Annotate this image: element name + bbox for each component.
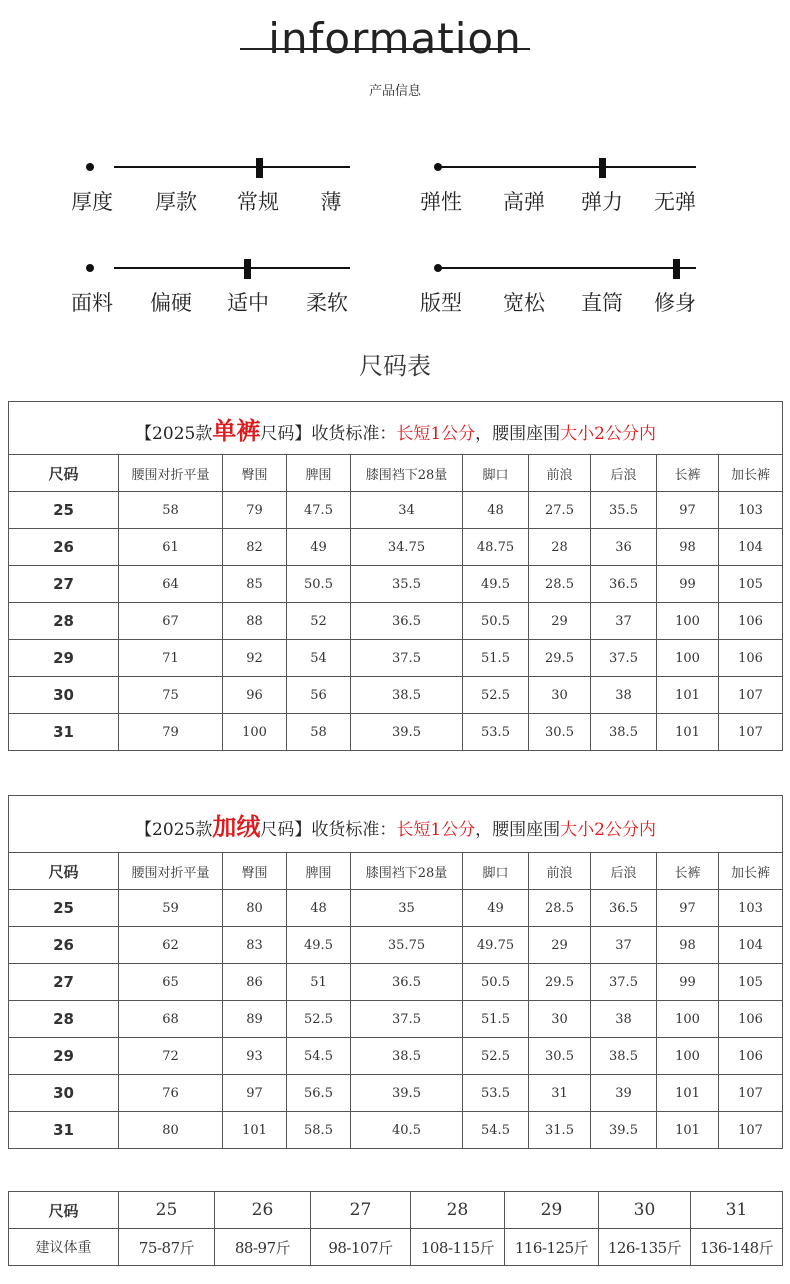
weight-table-weight: 136-148斤 xyxy=(691,1229,783,1266)
table-cell: 35.5 xyxy=(591,492,657,529)
column-header: 脾围 xyxy=(287,853,351,890)
table-cell: 98 xyxy=(657,529,719,566)
scale-fit xyxy=(420,259,696,319)
table-cell: 107 xyxy=(719,714,783,751)
caption-waist: ，腰围座围 xyxy=(475,423,561,444)
table-cell: 49.75 xyxy=(463,927,529,964)
table-cell: 37.5 xyxy=(591,640,657,677)
table-cell: 105 xyxy=(719,566,783,603)
table-cell: 36.5 xyxy=(591,890,657,927)
size-cell: 31 xyxy=(9,714,119,751)
size-cell: 25 xyxy=(9,890,119,927)
table-cell: 30 xyxy=(529,1001,591,1038)
table-cell: 100 xyxy=(223,714,287,751)
caption-type: 加绒 xyxy=(212,811,261,841)
caption-range-tolerance: 大小2公分内 xyxy=(560,423,656,444)
column-header: 尺码 xyxy=(9,455,119,492)
table-row xyxy=(9,640,783,677)
table-cell: 72 xyxy=(119,1038,223,1075)
table-cell: 76 xyxy=(119,1075,223,1112)
table-cell: 104 xyxy=(719,529,783,566)
scale-elasticity xyxy=(420,158,696,218)
table-cell: 92 xyxy=(223,640,287,677)
column-header: 臀围 xyxy=(223,455,287,492)
column-header: 尺码 xyxy=(9,853,119,890)
table-cell: 51.5 xyxy=(463,1001,529,1038)
table-cell: 88 xyxy=(223,603,287,640)
weight-table-size: 31 xyxy=(691,1192,783,1229)
scale-dot xyxy=(86,264,94,272)
table-row xyxy=(9,677,783,714)
column-header: 前浪 xyxy=(529,455,591,492)
column-header: 脚口 xyxy=(463,455,529,492)
table-cell: 62 xyxy=(119,927,223,964)
table-cell: 85 xyxy=(223,566,287,603)
table-cell: 27.5 xyxy=(529,492,591,529)
table-cell: 35.5 xyxy=(351,566,463,603)
size-cell: 30 xyxy=(9,1075,119,1112)
table-cell: 106 xyxy=(719,603,783,640)
table-cell: 31.5 xyxy=(529,1112,591,1149)
column-header: 腰围对折平量 xyxy=(119,853,223,890)
scale-line xyxy=(438,166,696,168)
table-cell: 53.5 xyxy=(463,714,529,751)
column-header: 加长裤 xyxy=(719,853,783,890)
column-header: 长裤 xyxy=(657,455,719,492)
table-cell: 106 xyxy=(719,1038,783,1075)
scale-option: 无弹 xyxy=(654,190,696,214)
page-title: information xyxy=(268,14,522,63)
table-cell: 38.5 xyxy=(351,1038,463,1075)
table-cell: 59 xyxy=(119,890,223,927)
weight-table-weight: 75-87斤 xyxy=(119,1229,215,1266)
table-cell: 39.5 xyxy=(351,1075,463,1112)
scale-label: 厚度 xyxy=(71,190,113,214)
table-cell: 67 xyxy=(119,603,223,640)
section-title: 尺码表 xyxy=(359,352,431,380)
weight-table-size: 29 xyxy=(505,1192,599,1229)
table-cell: 61 xyxy=(119,529,223,566)
table-cell: 98 xyxy=(657,927,719,964)
table-cell: 36.5 xyxy=(351,964,463,1001)
scale-dot xyxy=(86,163,94,171)
table-cell: 52.5 xyxy=(463,677,529,714)
table-cell: 37 xyxy=(591,603,657,640)
table-cell: 100 xyxy=(657,1038,719,1075)
table-cell: 38 xyxy=(591,677,657,714)
table-header-row xyxy=(9,455,783,492)
table-cell: 38.5 xyxy=(591,1038,657,1075)
table-cell: 100 xyxy=(657,603,719,640)
scale-line xyxy=(114,166,350,168)
table-cell: 86 xyxy=(223,964,287,1001)
table-cell: 100 xyxy=(657,1001,719,1038)
weight-table-size: 25 xyxy=(119,1192,215,1229)
weight-table-size: 26 xyxy=(215,1192,311,1229)
table-cell: 49 xyxy=(287,529,351,566)
table-cell: 47.5 xyxy=(287,492,351,529)
table-row xyxy=(9,1038,783,1075)
table-row xyxy=(9,927,783,964)
scale-marker xyxy=(599,158,606,178)
scale-option: 偏硬 xyxy=(150,291,192,315)
scale-option-selected: 弹力 xyxy=(581,190,623,214)
table-cell: 29 xyxy=(529,927,591,964)
scale-label: 弹性 xyxy=(420,190,462,214)
table-cell: 29.5 xyxy=(529,640,591,677)
table-cell: 97 xyxy=(657,890,719,927)
table-cell: 37.5 xyxy=(591,964,657,1001)
weight-table-weight: 108-115斤 xyxy=(411,1229,505,1266)
table-cell: 58 xyxy=(287,714,351,751)
table-cell: 107 xyxy=(719,1075,783,1112)
table-cell: 39.5 xyxy=(591,1112,657,1149)
table-cell: 58 xyxy=(119,492,223,529)
table-cell: 101 xyxy=(657,1075,719,1112)
table-cell: 38.5 xyxy=(591,714,657,751)
table-caption xyxy=(9,796,783,853)
table-cell: 56.5 xyxy=(287,1075,351,1112)
table-header-row xyxy=(9,853,783,890)
table-cell: 68 xyxy=(119,1001,223,1038)
table-row xyxy=(9,964,783,1001)
column-header: 脾围 xyxy=(287,455,351,492)
table-cell: 79 xyxy=(119,714,223,751)
table-row xyxy=(9,714,783,751)
scale-option: 薄 xyxy=(320,190,342,214)
column-header: 腰围对折平量 xyxy=(119,455,223,492)
caption-standard: 尺码】收货标准： xyxy=(260,423,397,444)
table-cell: 97 xyxy=(223,1075,287,1112)
column-header: 膝围裆下28量 xyxy=(351,455,463,492)
size-cell: 29 xyxy=(9,1038,119,1075)
scale-line xyxy=(114,267,350,269)
table-cell: 50.5 xyxy=(463,964,529,1001)
scale-option: 高弹 xyxy=(503,190,545,214)
weight-table-size: 30 xyxy=(599,1192,691,1229)
table-cell: 79 xyxy=(223,492,287,529)
size-table-fleece xyxy=(8,795,783,1149)
table-row xyxy=(9,890,783,927)
table-cell: 39.5 xyxy=(351,714,463,751)
table-cell: 54.5 xyxy=(287,1038,351,1075)
weight-table-size: 27 xyxy=(311,1192,411,1229)
column-header: 前浪 xyxy=(529,853,591,890)
table-row xyxy=(9,1075,783,1112)
table-cell: 53.5 xyxy=(463,1075,529,1112)
size-cell: 30 xyxy=(9,677,119,714)
scale-label: 版型 xyxy=(420,291,462,315)
caption-standard: 尺码】收货标准： xyxy=(260,819,397,840)
table-cell: 107 xyxy=(719,677,783,714)
table-cell: 54 xyxy=(287,640,351,677)
table-cell: 99 xyxy=(657,964,719,1001)
table-cell: 101 xyxy=(223,1112,287,1149)
table-cell: 54.5 xyxy=(463,1112,529,1149)
table-cell: 82 xyxy=(223,529,287,566)
table-cell: 101 xyxy=(657,677,719,714)
caption-length-tolerance: 长短1公分 xyxy=(396,423,476,444)
column-header: 后浪 xyxy=(591,853,657,890)
table-cell: 101 xyxy=(657,1112,719,1149)
scale-option-selected: 修身 xyxy=(654,291,696,315)
table-cell: 65 xyxy=(119,964,223,1001)
size-cell: 26 xyxy=(9,529,119,566)
table-cell: 101 xyxy=(657,714,719,751)
table-cell: 83 xyxy=(223,927,287,964)
header xyxy=(0,8,790,68)
weight-table-weight: 126-135斤 xyxy=(599,1229,691,1266)
table-cell: 52.5 xyxy=(463,1038,529,1075)
size-cell: 27 xyxy=(9,566,119,603)
table-cell: 80 xyxy=(223,890,287,927)
table-cell: 48 xyxy=(287,890,351,927)
size-cell: 29 xyxy=(9,640,119,677)
table-row xyxy=(9,529,783,566)
table-cell: 35.75 xyxy=(351,927,463,964)
table-cell: 106 xyxy=(719,1001,783,1038)
table-cell: 31 xyxy=(529,1075,591,1112)
table-cell: 71 xyxy=(119,640,223,677)
table-cell: 96 xyxy=(223,677,287,714)
caption-type: 单裤 xyxy=(212,415,261,445)
weight-table-weight-label: 建议体重 xyxy=(9,1229,119,1266)
table-caption xyxy=(9,402,783,455)
table-cell: 97 xyxy=(657,492,719,529)
table-row xyxy=(9,492,783,529)
column-header: 加长裤 xyxy=(719,455,783,492)
table-cell: 39 xyxy=(591,1075,657,1112)
table-cell: 58.5 xyxy=(287,1112,351,1149)
column-header: 臀围 xyxy=(223,853,287,890)
size-table-single xyxy=(8,401,783,751)
table-cell: 30.5 xyxy=(529,714,591,751)
table-cell: 80 xyxy=(119,1112,223,1149)
table-row xyxy=(9,566,783,603)
table-cell: 34.75 xyxy=(351,529,463,566)
table-cell: 104 xyxy=(719,927,783,964)
size-cell: 28 xyxy=(9,603,119,640)
scale-option: 直筒 xyxy=(581,291,623,315)
table-cell: 64 xyxy=(119,566,223,603)
weight-table-size-label: 尺码 xyxy=(9,1192,119,1229)
caption-length-tolerance: 长短1公分 xyxy=(396,819,476,840)
caption-range-tolerance: 大小2公分内 xyxy=(560,819,656,840)
table-cell: 29 xyxy=(529,603,591,640)
table-cell: 105 xyxy=(719,964,783,1001)
table-cell: 30.5 xyxy=(529,1038,591,1075)
table-cell: 100 xyxy=(657,640,719,677)
table-cell: 34 xyxy=(351,492,463,529)
table-cell: 37 xyxy=(591,927,657,964)
weight-table xyxy=(8,1191,783,1266)
table-cell: 36.5 xyxy=(591,566,657,603)
caption-prefix: 【2025款 xyxy=(135,819,213,840)
table-cell: 28.5 xyxy=(529,566,591,603)
table-cell: 107 xyxy=(719,1112,783,1149)
table-cell: 103 xyxy=(719,890,783,927)
scale-option: 柔软 xyxy=(306,291,348,315)
column-header: 脚口 xyxy=(463,853,529,890)
size-cell: 25 xyxy=(9,492,119,529)
table-cell: 89 xyxy=(223,1001,287,1038)
table-cell: 49 xyxy=(463,890,529,927)
column-header: 膝围裆下28量 xyxy=(351,853,463,890)
table-cell: 49.5 xyxy=(287,927,351,964)
table-cell: 50.5 xyxy=(287,566,351,603)
size-cell: 27 xyxy=(9,964,119,1001)
size-cell: 28 xyxy=(9,1001,119,1038)
table-cell: 99 xyxy=(657,566,719,603)
table-cell: 30 xyxy=(529,677,591,714)
weight-table-weight: 98-107斤 xyxy=(311,1229,411,1266)
scale-option: 宽松 xyxy=(503,291,545,315)
scale-thickness xyxy=(71,158,350,218)
table-cell: 48.75 xyxy=(463,529,529,566)
scale-marker xyxy=(673,259,680,279)
weight-table-weight: 116-125斤 xyxy=(505,1229,599,1266)
table-cell: 52.5 xyxy=(287,1001,351,1038)
table-cell: 28 xyxy=(529,529,591,566)
scale-line xyxy=(438,267,696,269)
table-cell: 37.5 xyxy=(351,640,463,677)
table-cell: 56 xyxy=(287,677,351,714)
table-cell: 52 xyxy=(287,603,351,640)
table-cell: 36 xyxy=(591,529,657,566)
scale-marker xyxy=(244,259,251,279)
table-cell: 49.5 xyxy=(463,566,529,603)
table-cell: 51.5 xyxy=(463,640,529,677)
table-row xyxy=(9,1112,783,1149)
table-cell: 28.5 xyxy=(529,890,591,927)
table-row xyxy=(9,1001,783,1038)
scale-label: 面料 xyxy=(71,291,113,315)
table-cell: 48 xyxy=(463,492,529,529)
size-cell: 31 xyxy=(9,1112,119,1149)
table-cell: 38 xyxy=(591,1001,657,1038)
table-cell: 38.5 xyxy=(351,677,463,714)
scale-option: 厚款 xyxy=(155,190,197,214)
table-cell: 40.5 xyxy=(351,1112,463,1149)
table-cell: 35 xyxy=(351,890,463,927)
caption-prefix: 【2025款 xyxy=(135,423,213,444)
table-cell: 50.5 xyxy=(463,603,529,640)
table-cell: 75 xyxy=(119,677,223,714)
table-cell: 93 xyxy=(223,1038,287,1075)
weight-table-size: 28 xyxy=(411,1192,505,1229)
scale-option-selected: 适中 xyxy=(227,291,269,315)
table-cell: 37.5 xyxy=(351,1001,463,1038)
table-row xyxy=(9,603,783,640)
table-cell: 36.5 xyxy=(351,603,463,640)
page-subtitle: 产品信息 xyxy=(368,84,421,99)
weight-table-weight: 88-97斤 xyxy=(215,1229,311,1266)
caption-waist: ，腰围座围 xyxy=(475,819,561,840)
size-cell: 26 xyxy=(9,927,119,964)
scale-option-selected: 常规 xyxy=(237,190,279,214)
column-header: 长裤 xyxy=(657,853,719,890)
table-cell: 106 xyxy=(719,640,783,677)
scale-marker xyxy=(256,158,263,178)
table-cell: 103 xyxy=(719,492,783,529)
table-cell: 51 xyxy=(287,964,351,1001)
scale-fabric xyxy=(71,259,350,319)
table-cell: 29.5 xyxy=(529,964,591,1001)
column-header: 后浪 xyxy=(591,455,657,492)
